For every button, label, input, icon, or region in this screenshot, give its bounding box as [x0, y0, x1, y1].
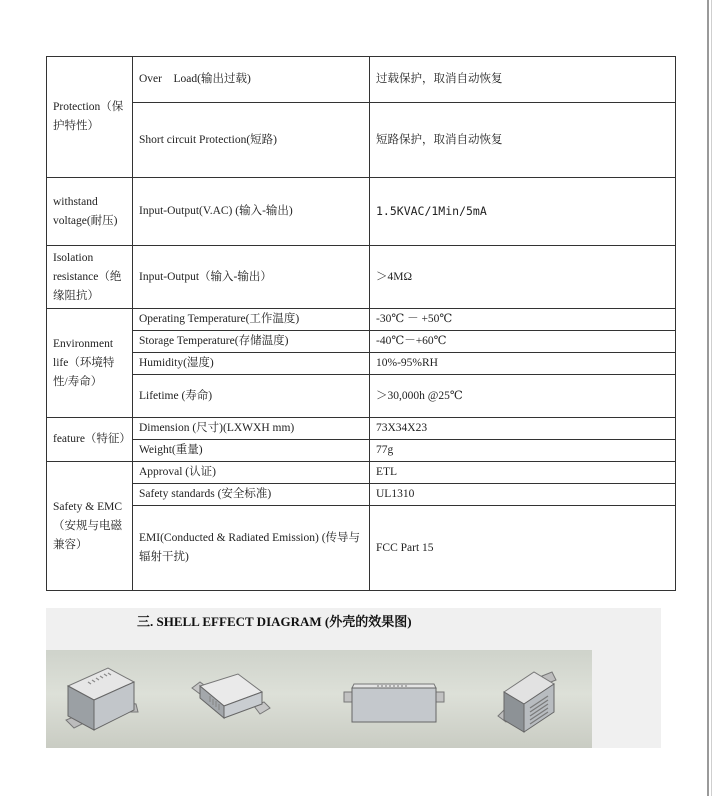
- specification-table: [46, 56, 676, 591]
- table-row: [47, 246, 676, 309]
- shell-view-rear-angle: [494, 662, 564, 742]
- value-cell: FCC Part 15: [370, 506, 676, 591]
- table-row: [47, 506, 676, 591]
- item-cell: Operating Temperature(工作温度): [133, 309, 370, 331]
- table-row: [47, 484, 676, 506]
- shell-view-front-angle: [60, 660, 144, 738]
- category-cell: Environment life（环境特性/寿命）: [47, 309, 133, 418]
- item-cell: Approval (认证): [133, 462, 370, 484]
- value-cell: 过载保护，取消自动恢复: [370, 57, 676, 103]
- value-cell: -30℃ － +50℃: [370, 309, 676, 331]
- value-cell: -40℃－+60℃: [370, 331, 676, 353]
- category-cell: Isolation resistance（绝缘阻抗）: [47, 246, 133, 309]
- item-cell: Lifetime (寿命): [133, 375, 370, 418]
- shell-view-top-angle: [186, 666, 276, 726]
- page-right-border: [707, 0, 709, 796]
- item-cell: Dimension (尺寸)(LXWXH mm): [133, 418, 370, 440]
- shell-image-strip: [46, 650, 592, 748]
- item-cell: Input-Output(V.AC) (输入-输出): [133, 178, 370, 246]
- item-cell: Safety standards (安全标准): [133, 484, 370, 506]
- item-cell: Over Load(输出过载): [133, 57, 370, 103]
- table-row: [47, 57, 676, 103]
- value-cell: 73X34X23: [370, 418, 676, 440]
- table-row: [47, 418, 676, 440]
- category-cell: feature（特征）: [47, 418, 133, 462]
- value-cell: 10%-95%RH: [370, 353, 676, 375]
- item-cell: Weight(重量): [133, 440, 370, 462]
- category-cell: Safety & EMC（安规与电磁兼容）: [47, 462, 133, 591]
- value-cell: ＞4MΩ: [370, 246, 676, 309]
- value-cell: ETL: [370, 462, 676, 484]
- page-right-border-inner: [711, 0, 712, 796]
- table-row: [47, 103, 676, 178]
- table-row: [47, 353, 676, 375]
- table-row: [47, 331, 676, 353]
- category-cell: Protection（保护特性）: [47, 57, 133, 178]
- value-cell: 77g: [370, 440, 676, 462]
- table-row: [47, 375, 676, 418]
- item-cell: Storage Temperature(存储温度): [133, 331, 370, 353]
- table-row: [47, 462, 676, 484]
- value-cell: ＞30,000h @25℃: [370, 375, 676, 418]
- value-cell: UL1310: [370, 484, 676, 506]
- shell-diagram-title: 三. SHELL EFFECT DIAGRAM (外壳的效果图): [137, 614, 412, 629]
- item-cell: EMI(Conducted & Radiated Emission) (传导与辐射干扰): [133, 506, 370, 591]
- value-cell: 1.5KVAC/1Min/5mA: [370, 178, 676, 246]
- item-cell: Humidity(湿度): [133, 353, 370, 375]
- item-cell: Short circuit Protection(短路): [133, 103, 370, 178]
- category-cell: withstand voltage(耐压): [47, 178, 133, 246]
- table-row: [47, 440, 676, 462]
- shell-view-side: [342, 674, 446, 730]
- item-cell: Input-Output（输入-输出）: [133, 246, 370, 309]
- value-cell: 短路保护，取消自动恢复: [370, 103, 676, 178]
- table-row: [47, 309, 676, 331]
- table-row: [47, 178, 676, 246]
